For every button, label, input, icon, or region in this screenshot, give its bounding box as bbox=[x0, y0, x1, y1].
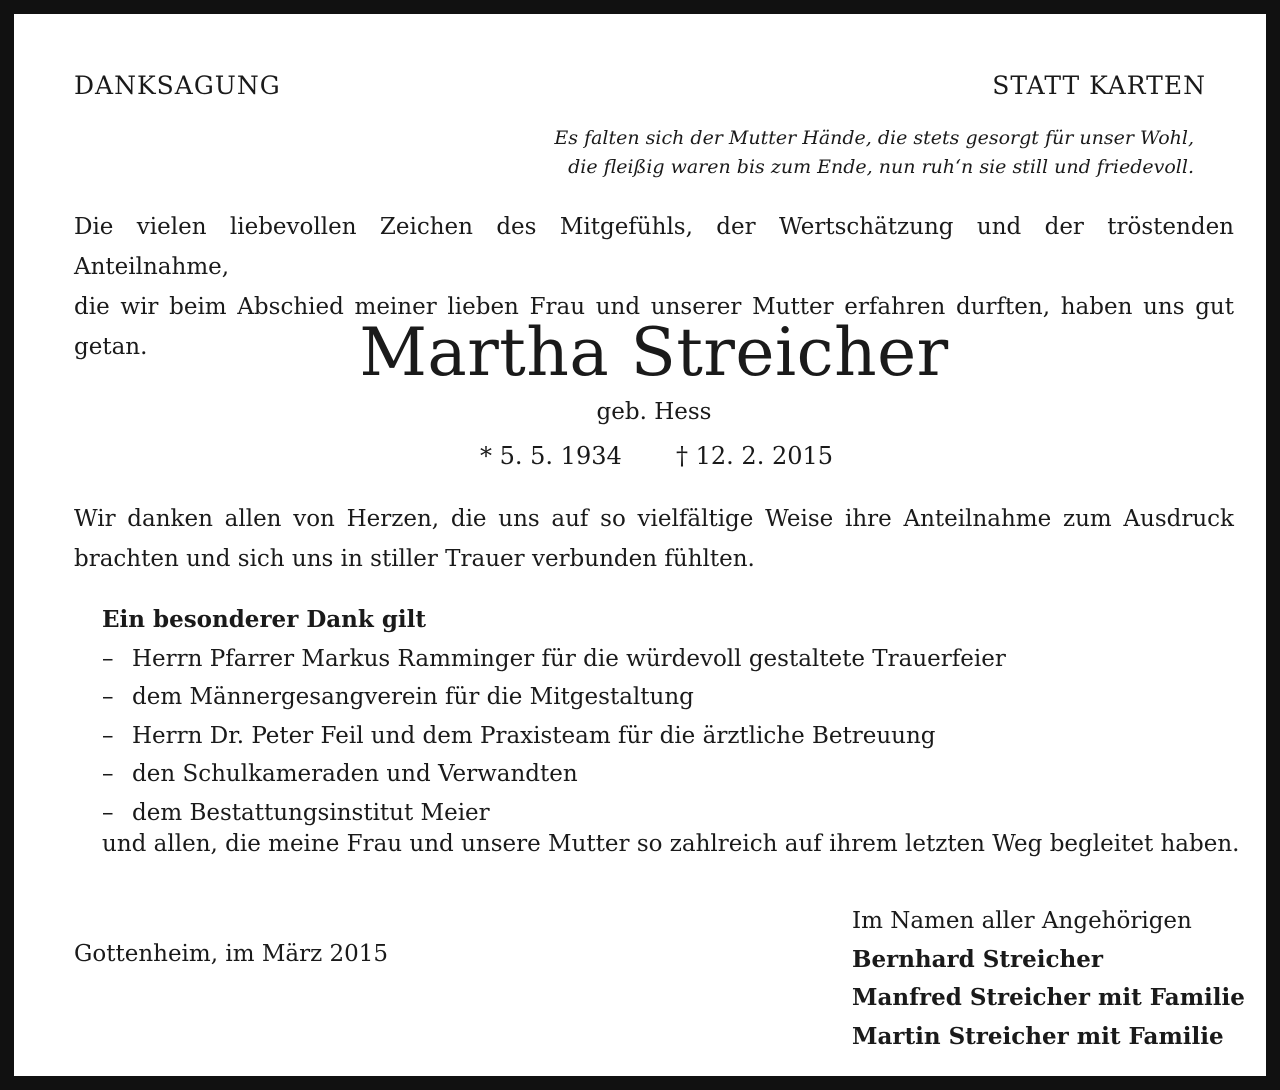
intro-line: Die vielen liebevollen Zeichen des Mitgefühls, der Wertschätzung und der tröstenden Anteilnahme, bbox=[74, 214, 1234, 280]
signer-name: Martin Streicher mit Familie bbox=[852, 1022, 1224, 1050]
thanks-line: Wir danken allen von Herzen, die uns auf so vielfältige Weise ihre Anteilnahme zum Ausdruck bbox=[74, 506, 1234, 532]
list-item-text: Herrn Dr. Peter Feil und dem Praxisteam für die ärztliche Betreuung bbox=[132, 722, 936, 749]
signature-block bbox=[852, 902, 1245, 1056]
verse bbox=[554, 124, 1194, 182]
verse-line: Es falten sich der Mutter Hände, die stets gesorgt für unser Wohl, bbox=[554, 127, 1194, 149]
list-item-text: dem Bestattungsinstitut Meier bbox=[132, 799, 490, 826]
special-thanks-heading: Ein besonderer Dank gilt bbox=[102, 606, 427, 633]
list-item bbox=[102, 717, 1006, 756]
header-statt-karten: STATT KARTEN bbox=[992, 71, 1206, 100]
list-item bbox=[102, 640, 1006, 679]
list-item bbox=[102, 794, 1006, 833]
dash: – bbox=[102, 722, 114, 749]
closing-line: und allen, die meine Frau und unsere Mutter so zahlreich auf ihrem letzten Weg begleitet haben. bbox=[102, 831, 1240, 857]
on-behalf-label: Im Namen aller Angehörigen bbox=[852, 908, 1192, 934]
death-date: † 12. 2. 2015 bbox=[676, 442, 834, 470]
dash: – bbox=[102, 761, 114, 787]
verse-line: die fleißig waren bis zum Ende, nun ruh‘n sie still und friedevoll. bbox=[568, 156, 1194, 178]
header-danksagung: DANKSAGUNG bbox=[74, 71, 281, 100]
deceased-name: Martha Streicher bbox=[359, 314, 949, 391]
list-item bbox=[102, 755, 1006, 794]
signer-name: Bernhard Streicher bbox=[852, 945, 1103, 973]
thanks-line: brachten und sich uns in stiller Trauer verbunden fühlten. bbox=[74, 546, 755, 572]
list-item-text: dem Männergesangverein für die Mitgestaltung bbox=[132, 684, 694, 710]
intro-line: die wir beim Abschied meiner lieben Frau und unserer Mutter erfahren durften, haben uns gut getan. bbox=[74, 294, 1234, 360]
list-item bbox=[102, 678, 1006, 717]
list-item-text: Herrn Pfarrer Markus Ramminger für die würdevoll gestaltete Trauerfeier bbox=[132, 645, 1006, 672]
place-date: Gottenheim, im März 2015 bbox=[74, 941, 389, 967]
dash: – bbox=[102, 799, 114, 826]
dash: – bbox=[102, 684, 114, 710]
list-item-text: den Schulkameraden und Verwandten bbox=[132, 761, 578, 787]
maiden-name: geb. Hess bbox=[596, 399, 712, 425]
birth-date: * 5. 5. 1934 bbox=[480, 442, 622, 470]
special-thanks bbox=[102, 601, 1006, 832]
signer-name: Manfred Streicher mit Familie bbox=[852, 984, 1245, 1011]
thanks-paragraph bbox=[74, 499, 1234, 579]
dash: – bbox=[102, 645, 114, 672]
